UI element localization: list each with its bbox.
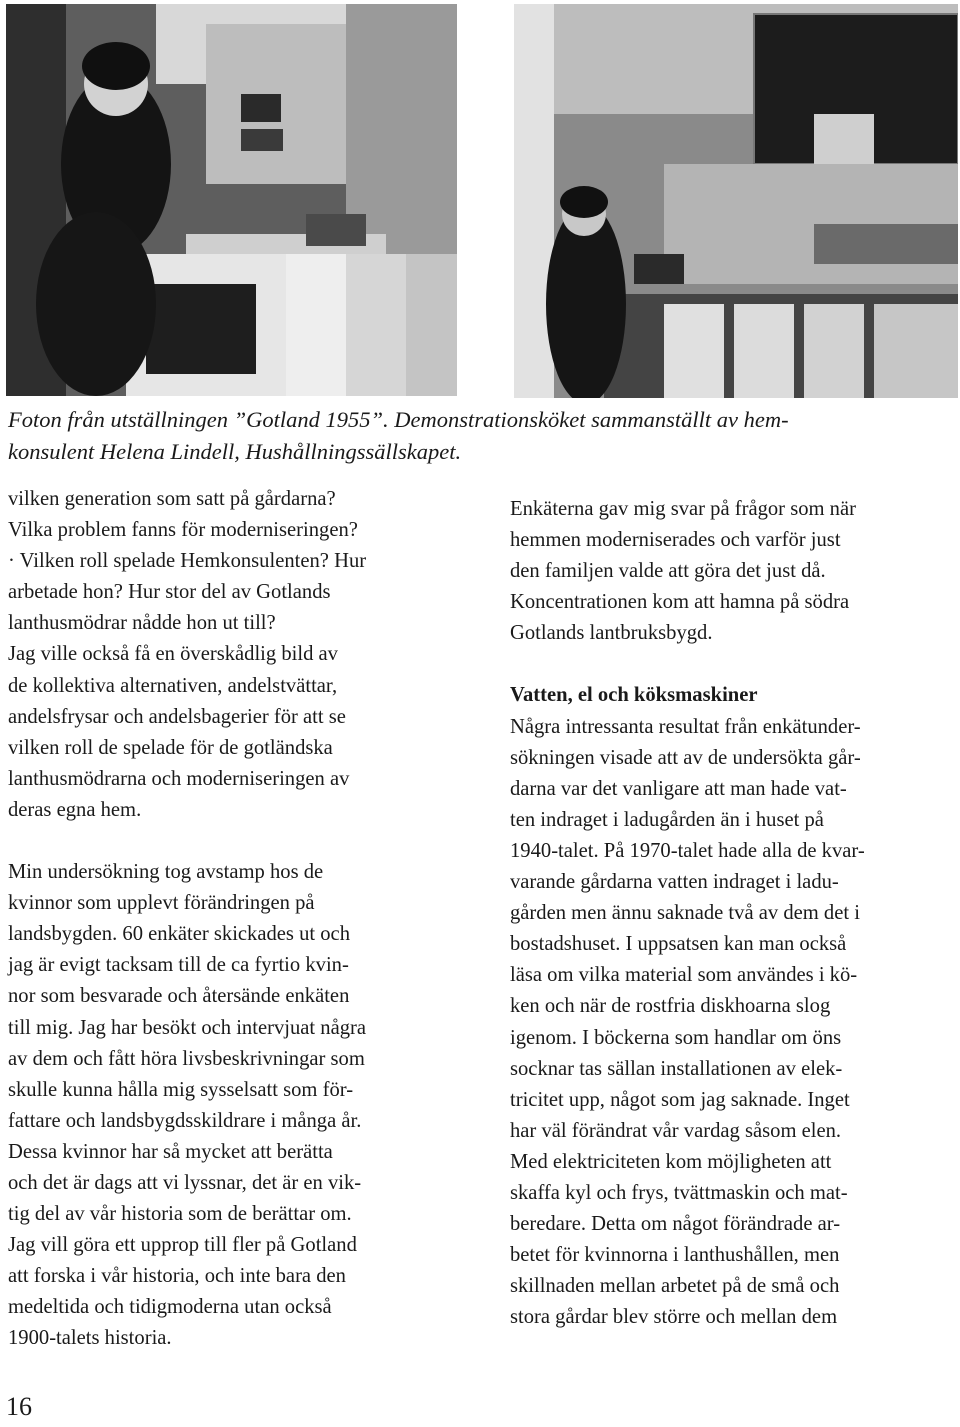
body-line: och det är dags att vi lyssnar, det är en vik-: [8, 1171, 362, 1194]
body-line: sökningen visade att av de undersökta går-: [510, 746, 861, 769]
paragraph-gap: [510, 649, 958, 680]
body-line: socknar tas sällan installationen av elek-: [510, 1057, 843, 1080]
body-line: beredare. Detta om något förändrade ar-: [510, 1213, 841, 1236]
body-line: 1900-talets historia.: [8, 1327, 172, 1350]
body-line: Jag ville också få en överskådlig bild av: [8, 643, 338, 666]
body-line: Gotlands lantbruksbygd.: [510, 622, 713, 645]
body-line: igenom. I böckerna som handlar om öns: [510, 1026, 842, 1049]
body-line: vilken roll de spelade för de gotländska: [8, 736, 333, 759]
kitchen-photo-left: [6, 4, 457, 396]
left-text-column: [8, 484, 453, 1355]
body-line: andelsfrysar och andelsbagerier för att se: [8, 705, 346, 728]
body-line: skulle kunna hålla mig sysselsatt som för-: [8, 1078, 354, 1101]
body-line: tig del av vår historia som de berättar om.: [8, 1203, 352, 1226]
right-text-column: [510, 494, 958, 1333]
body-line: fattare och landsbygdsskildrare i många år.: [8, 1109, 362, 1132]
section-subheading: Vatten, el och köksmaskiner: [510, 684, 758, 707]
body-line: att forska i vår historia, och inte bara den: [8, 1265, 346, 1288]
body-line: lanthusmödrar nådde hon ut till?: [8, 612, 276, 635]
body-line: 1940-talet. På 1970-talet hade alla de kvar-: [510, 839, 865, 862]
photo-caption: [8, 404, 956, 468]
body-line: Dessa kvinnor har så mycket att berätta: [8, 1140, 333, 1163]
kitchen-photo-right: [514, 4, 958, 398]
body-line: kvinnor som upplevt förändringen på: [8, 892, 315, 915]
body-line: varande gårdarna vatten indraget i ladu-: [510, 871, 839, 894]
body-line: Vilka problem fanns för moderniseringen?: [8, 519, 358, 542]
body-line: arbetade hon? Hur stor del av Gotlands: [8, 581, 331, 604]
body-line: till mig. Jag har besökt och intervjuat några: [8, 1016, 367, 1039]
body-line: ken och när de rostfria diskhoarna slog: [510, 995, 831, 1018]
body-line: Enkäterna gav mig svar på frågor som när: [510, 498, 856, 520]
body-line: · Vilken roll spelade Hemkonsulenten? Hur: [8, 550, 367, 573]
caption-line: Foton från utställningen ”Gotland 1955”. Demonstrationsköket sammanställt av hem-: [8, 407, 789, 432]
body-line: den familjen valde att göra det just då.: [510, 560, 826, 583]
body-line: skillnaden mellan arbetet på de små och: [510, 1275, 840, 1298]
kitchen-photo-right-image: [514, 4, 958, 398]
body-line: stora gårdar blev större och mellan dem: [510, 1306, 838, 1329]
body-line: hemmen moderniserades och varför just: [510, 529, 841, 552]
body-line: ten indraget i ladugården än i huset på: [510, 808, 824, 831]
body-line: vilken generation som satt på gårdarna?: [8, 488, 336, 510]
page-number: 16: [6, 1392, 32, 1421]
body-line: Några intressanta resultat från enkätunder-: [510, 715, 861, 738]
body-line: Koncentrationen kom att hamna på södra: [510, 591, 850, 614]
body-line: läsa om vilka material som användes i kö-: [510, 964, 858, 987]
body-line: lanthusmödrarna och moderniseringen av: [8, 767, 350, 790]
body-line: jag är evigt tacksam till de ca fyrtio kvin-: [8, 954, 349, 977]
body-line: av dem och fått höra livsbeskrivningar som: [8, 1047, 365, 1070]
body-line: nor som besvarade och återsände enkäten: [8, 985, 350, 1008]
body-line: de kollektiva alternativen, andelstvättar,: [8, 674, 338, 697]
body-line: medeltida och tidigmoderna utan också: [8, 1296, 332, 1319]
kitchen-photo-left-image: [6, 4, 457, 396]
body-line: deras egna hem.: [8, 798, 142, 821]
body-line: bostadshuset. I uppsatsen kan man också: [510, 933, 847, 956]
body-line: betet för kvinnorna i lanthushållen, men: [510, 1244, 840, 1267]
body-line: Min undersökning tog avstamp hos de: [8, 861, 324, 884]
body-line: Med elektriciteten kom möjligheten att: [510, 1150, 832, 1173]
body-line: Jag vill göra ett upprop till fler på Gotland: [8, 1234, 357, 1257]
body-line: har väl förändrat vår vardag såsom elen.: [510, 1119, 842, 1142]
body-line: skaffa kyl och frys, tvättmaskin och mat-: [510, 1181, 848, 1204]
body-line: tricitet upp, något som jag saknade. Inget: [510, 1088, 850, 1111]
caption-line: konsulent Helena Lindell, Hushållningssällskapet.: [8, 439, 462, 464]
body-line: landsbygden. 60 enkäter skickades ut och: [8, 923, 350, 946]
paragraph-gap: [8, 826, 453, 857]
body-line: gården men ännu saknade två av dem det i: [510, 902, 860, 925]
body-line: darna var det vanligare att man hade vat-: [510, 777, 847, 800]
